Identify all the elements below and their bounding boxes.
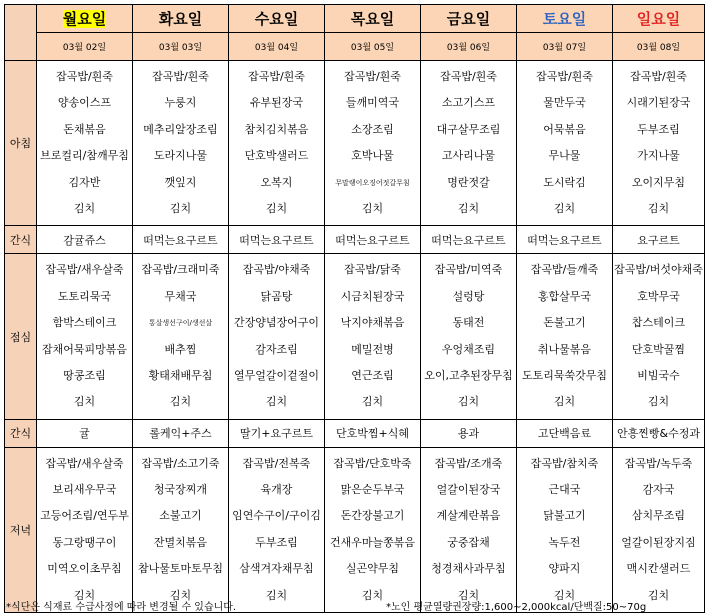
menu-item: 잡곡밥/참치죽 bbox=[530, 456, 599, 470]
breakfast-cell-sun bbox=[613, 61, 705, 226]
snack_pm-cell-mon: 귤 bbox=[37, 419, 133, 447]
menu-item: 육개장 bbox=[260, 483, 293, 497]
snack_am-cell-fri: 떠먹는요구르트 bbox=[421, 226, 517, 254]
menu-item: 오복지 bbox=[260, 175, 293, 189]
snack_pm-cell-sun: 안흥찐빵&수정과 bbox=[613, 419, 705, 447]
menu-item: 우엉채조림 bbox=[441, 342, 496, 356]
menu-item: 누룽지 bbox=[164, 96, 197, 110]
menu-item: 김치 bbox=[73, 395, 96, 409]
date-mon: 03월 02일 bbox=[37, 33, 133, 61]
menu-item: 맑은순두부국 bbox=[340, 483, 405, 497]
menu-item: 잡곡밥/단호박죽 bbox=[333, 456, 412, 470]
corner-cell bbox=[5, 5, 37, 61]
menu-item: 닭불고기 bbox=[543, 509, 586, 523]
menu-item: 동그랑땡구이 bbox=[52, 535, 117, 549]
menu-item: 김치 bbox=[265, 588, 288, 602]
menu-item: 잡곡밥/흰죽 bbox=[152, 70, 209, 83]
menu-item: 임연수구이/구이김 bbox=[232, 509, 321, 523]
menu-item: 미역오이초무침 bbox=[47, 562, 122, 576]
morning-snack-row bbox=[5, 226, 705, 254]
menu-item: 보리새우무국 bbox=[52, 483, 117, 497]
menu-item: 맥시칸샐러드 bbox=[626, 562, 691, 576]
menu-item: 도시락김 bbox=[543, 175, 586, 189]
lunch-cell-mon bbox=[37, 254, 133, 419]
menu-item: 잡곡밥/흰죽 bbox=[440, 70, 497, 83]
menu-item: 김치 bbox=[457, 201, 480, 215]
day-header-row bbox=[5, 5, 705, 33]
menu-item: 감자조림 bbox=[255, 342, 298, 356]
menu-item: 두부조림 bbox=[637, 122, 680, 136]
menu-item: 잡곡밥/들깨죽 bbox=[530, 263, 599, 277]
day-name-thu: 목요일 bbox=[325, 5, 421, 33]
menu-item: 삼치무조림 bbox=[631, 509, 686, 523]
breakfast-cell-tue bbox=[133, 61, 229, 226]
breakfast-cell-sat bbox=[517, 61, 613, 226]
menu-item: 두부조림 bbox=[255, 535, 298, 549]
menu-item: 잔멸치볶음 bbox=[153, 535, 208, 549]
menu-item: 황태채배무침 bbox=[148, 368, 213, 382]
menu-item: 잡곡밥/흰죽 bbox=[56, 70, 113, 83]
date-fri: 03월 06일 bbox=[421, 33, 517, 61]
menu-item: 김치 bbox=[265, 395, 288, 409]
menu-item: 잡곡밥/새우살죽 bbox=[45, 263, 124, 277]
menu-item: 도토리묵쑥갓무침 bbox=[521, 368, 607, 382]
menu-item: 땅콩조림 bbox=[63, 368, 106, 382]
menu-item: 메밀전병 bbox=[351, 342, 394, 356]
menu-item: 김치 bbox=[169, 395, 192, 409]
menu-item: 열무얼갈이겉절이 bbox=[233, 368, 319, 382]
breakfast-row bbox=[5, 61, 705, 226]
menu-item: 참나물토마토무침 bbox=[137, 562, 223, 576]
menu-item: 김치 bbox=[73, 588, 96, 602]
menu-item: 메추리알장조림 bbox=[143, 122, 218, 136]
snack_pm-cell-thu: 단호박찜+식혜 bbox=[325, 419, 421, 447]
snack_pm-cell-wed: 딸기+요구르트 bbox=[229, 419, 325, 447]
dinner-row bbox=[5, 447, 705, 612]
menu-item: 무말랭이오징어젓갈무침 bbox=[335, 178, 410, 187]
menu-item: 시래기된장국 bbox=[626, 96, 691, 110]
menu-item: 잡곡밥/흰죽 bbox=[536, 70, 593, 83]
menu-item: 간장양념장어구이 bbox=[233, 316, 319, 330]
menu-item: 명란젓갈 bbox=[447, 175, 490, 189]
menu-item: 배추찜 bbox=[164, 342, 197, 356]
breakfast-label: 아침 bbox=[5, 61, 37, 226]
menu-item: 양파지 bbox=[548, 562, 581, 576]
menu-item: 소고기스프 bbox=[441, 96, 496, 110]
menu-item: 홍합살무국 bbox=[537, 289, 592, 303]
snack_am-cell-tue: 떠먹는요구르트 bbox=[133, 226, 229, 254]
footer-note-right: *노인 평균열량권장량:1,600~2,000kcal/단백질:50~70g bbox=[386, 602, 647, 613]
date-thu: 03월 05일 bbox=[325, 33, 421, 61]
day-name-sun: 일요일 bbox=[613, 5, 705, 33]
afternoon-snack-row bbox=[5, 419, 705, 447]
menu-item: 잡곡밥/미역죽 bbox=[434, 263, 503, 277]
lunch-cell-thu bbox=[325, 254, 421, 419]
date-tue: 03월 03일 bbox=[133, 33, 229, 61]
menu-item: 김치 bbox=[457, 588, 480, 602]
menu-item: 돈채볶음 bbox=[63, 122, 106, 136]
day-name-fri: 금요일 bbox=[421, 5, 517, 33]
menu-item: 오이,고추된장무침 bbox=[424, 368, 513, 382]
day-name-sat: 토요일 bbox=[517, 5, 613, 33]
menu-item: 설렁탕 bbox=[452, 289, 485, 303]
dinner-cell-fri bbox=[421, 447, 517, 612]
snack_am-cell-thu: 떠먹는요구르트 bbox=[325, 226, 421, 254]
menu-item: 김치 bbox=[361, 588, 384, 602]
date-sat: 03월 07일 bbox=[517, 33, 613, 61]
menu-item: 근대국 bbox=[548, 483, 581, 497]
day-name-mon: 월요일 bbox=[37, 5, 133, 33]
menu-item: 고사리나물 bbox=[441, 149, 496, 163]
menu-item: 취나물볶음 bbox=[537, 342, 592, 356]
menu-item: 얼갈이된장지짐 bbox=[621, 535, 696, 549]
dinner-cell-sun bbox=[613, 447, 705, 612]
menu-item: 호박무국 bbox=[637, 289, 680, 303]
menu-item: 단호박꿀찜 bbox=[631, 342, 686, 356]
footer-note-left: *식단은 식재료 수급사정에 따라 변경될 수 있습니다. bbox=[6, 602, 237, 613]
menu-item: 소불고기 bbox=[159, 509, 202, 523]
lunch-cell-wed bbox=[229, 254, 325, 419]
menu-item: 시금치된장국 bbox=[340, 289, 405, 303]
dinner-cell-thu bbox=[325, 447, 421, 612]
menu-item: 김치 bbox=[169, 588, 192, 602]
lunch-cell-fri bbox=[421, 254, 517, 419]
lunch-row bbox=[5, 254, 705, 419]
afternoon-snack-label: 간식 bbox=[5, 419, 37, 447]
snack_pm-cell-fri: 용과 bbox=[421, 419, 517, 447]
menu-item: 무나물 bbox=[548, 149, 581, 163]
date-row bbox=[5, 33, 705, 61]
menu-item: 들깨미역국 bbox=[345, 96, 400, 110]
snack_am-cell-sat: 떠먹는요구르트 bbox=[517, 226, 613, 254]
menu-item: 잡곡밥/새우살죽 bbox=[45, 456, 124, 470]
menu-item: 궁중잡채 bbox=[447, 535, 490, 549]
menu-item: 계살계란볶음 bbox=[436, 509, 501, 523]
menu-item: 유부된장국 bbox=[249, 96, 304, 110]
menu-item: 찹스테이크 bbox=[631, 316, 686, 330]
menu-item: 연근조림 bbox=[351, 368, 394, 382]
day-name-wed: 수요일 bbox=[229, 5, 325, 33]
menu-item: 잡곡밥/소고기죽 bbox=[141, 456, 220, 470]
menu-item: 감자국 bbox=[642, 483, 675, 497]
dinner-cell-wed bbox=[229, 447, 325, 612]
menu-item: 잡곡밥/크래미죽 bbox=[141, 263, 220, 277]
snack_pm-cell-sat: 고단백음료 bbox=[517, 419, 613, 447]
menu-item: 깻잎지 bbox=[164, 175, 197, 189]
menu-item: 도토리묵국 bbox=[57, 289, 112, 303]
menu-item: 건새우마늘쫑볶음 bbox=[329, 535, 415, 549]
dinner-label: 저녁 bbox=[5, 447, 37, 612]
menu-item: 김치 bbox=[647, 588, 670, 602]
breakfast-cell-mon bbox=[37, 61, 133, 226]
menu-item: 고등어조림/연두부 bbox=[40, 509, 129, 523]
lunch-cell-sat bbox=[517, 254, 613, 419]
menu-item: 김치 bbox=[647, 395, 670, 409]
menu-item: 가지나물 bbox=[637, 149, 680, 163]
menu-item: 소장조림 bbox=[351, 122, 394, 136]
dinner-cell-tue bbox=[133, 447, 229, 612]
date-sun: 03월 08일 bbox=[613, 33, 705, 61]
menu-item: 돈불고기 bbox=[543, 316, 586, 330]
menu-item: 잡곡밥/녹두죽 bbox=[624, 456, 693, 470]
menu-item: 비빔국수 bbox=[637, 368, 680, 382]
menu-item: 김자반 bbox=[68, 175, 101, 189]
menu-item: 잡곡밥/흰죽 bbox=[344, 70, 401, 83]
breakfast-cell-thu bbox=[325, 61, 421, 226]
menu-item: 도라지나물 bbox=[153, 149, 208, 163]
menu-item: 얼갈이된장국 bbox=[436, 483, 501, 497]
snack_am-cell-sun: 요구르트 bbox=[613, 226, 705, 254]
menu-item: 낙지야채볶음 bbox=[340, 316, 405, 330]
menu-item: 양송이스프 bbox=[57, 96, 112, 110]
menu-item: 삼색겨자채무침 bbox=[239, 562, 314, 576]
menu-item: 김치 bbox=[647, 201, 670, 215]
menu-item: 호박나물 bbox=[351, 149, 394, 163]
menu-item: 녹두전 bbox=[548, 535, 581, 549]
menu-item: 김치 bbox=[457, 395, 480, 409]
menu-item: 김치 bbox=[361, 395, 384, 409]
menu-item: 김치 bbox=[553, 588, 576, 602]
menu-item: 함박스테이크 bbox=[52, 316, 117, 330]
snack_pm-cell-tue: 롤케익+주스 bbox=[133, 419, 229, 447]
breakfast-cell-wed bbox=[229, 61, 325, 226]
menu-item: 잡곡밥/야채죽 bbox=[242, 263, 311, 277]
menu-item: 대구살무조림 bbox=[436, 122, 501, 136]
menu-item: 김치 bbox=[361, 201, 384, 215]
snack_am-cell-mon: 감귤쥬스 bbox=[37, 226, 133, 254]
weekly-menu-table bbox=[4, 4, 705, 613]
menu-item: 단호박샐러드 bbox=[244, 149, 309, 163]
menu-item: 잡곡밥/조개죽 bbox=[434, 456, 503, 470]
menu-item: 김치 bbox=[73, 201, 96, 215]
menu-item: 잡곡밥/흰죽 bbox=[630, 70, 687, 83]
menu-item: 청국장찌개 bbox=[153, 483, 208, 497]
lunch-cell-sun bbox=[613, 254, 705, 419]
menu-item: 잡채어묵피망볶음 bbox=[41, 342, 127, 356]
menu-item: 김치 bbox=[553, 395, 576, 409]
menu-item: 잡곡밥/버섯야채죽 bbox=[614, 263, 703, 277]
menu-item: 물만두국 bbox=[543, 96, 586, 110]
menu-item: 잡곡밥/닭죽 bbox=[344, 263, 401, 277]
lunch-cell-tue bbox=[133, 254, 229, 419]
menu-item: 김치 bbox=[169, 201, 192, 215]
morning-snack-label: 간식 bbox=[5, 226, 37, 254]
menu-item: 동태전 bbox=[452, 316, 485, 330]
lunch-label: 점심 bbox=[5, 254, 37, 419]
menu-item: 청경채사과무침 bbox=[431, 562, 506, 576]
breakfast-cell-fri bbox=[421, 61, 517, 226]
menu-item: 무채국 bbox=[164, 289, 197, 303]
menu-item: 잡곡밥/흰죽 bbox=[248, 70, 305, 83]
menu-item: 오이지무침 bbox=[631, 175, 686, 189]
dinner-cell-sat bbox=[517, 447, 613, 612]
menu-item: 잡곡밥/전복죽 bbox=[242, 456, 311, 470]
menu-item: 브로컬리/참깨무침 bbox=[40, 149, 129, 163]
dinner-cell-mon bbox=[37, 447, 133, 612]
menu-item: 김치 bbox=[265, 201, 288, 215]
snack_am-cell-wed: 떠먹는요구르트 bbox=[229, 226, 325, 254]
menu-item: 김치 bbox=[553, 201, 576, 215]
menu-item: 돈간장불고기 bbox=[340, 509, 405, 523]
menu-item: 실곤약무침 bbox=[345, 562, 400, 576]
menu-item: 닭곰탕 bbox=[260, 289, 293, 303]
date-wed: 03월 04일 bbox=[229, 33, 325, 61]
menu-item: 참치김치볶음 bbox=[244, 122, 309, 136]
menu-item: 어묵볶음 bbox=[543, 122, 586, 136]
day-name-tue: 화요일 bbox=[133, 5, 229, 33]
menu-item: 통살생선구이/생선살 bbox=[148, 319, 213, 328]
